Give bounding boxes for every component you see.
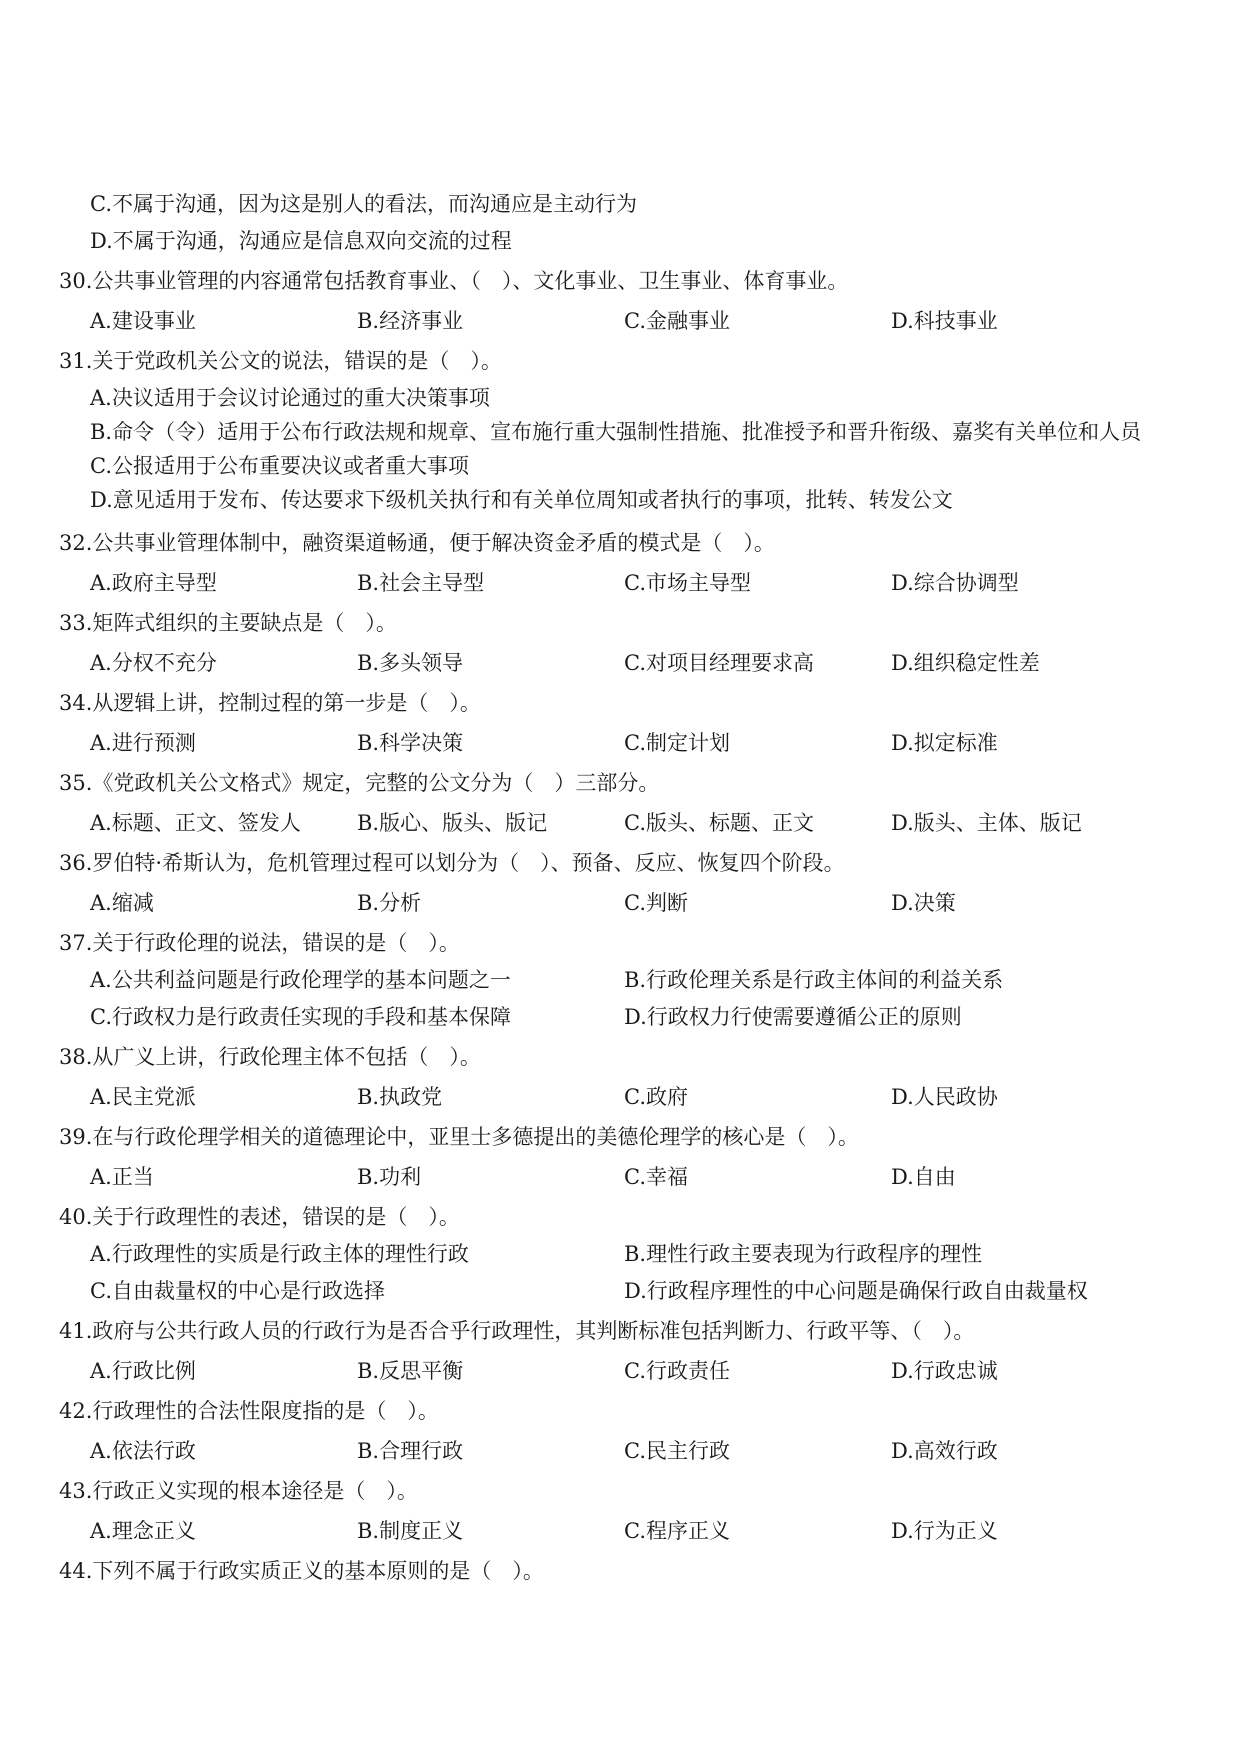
option-row: [90, 1157, 1169, 1197]
question-block: [59, 1117, 1169, 1197]
lead-options: [59, 187, 1169, 261]
options: [59, 1511, 1169, 1551]
options: [59, 723, 1169, 763]
option: A.依法行政: [90, 1439, 196, 1463]
option: D.决策: [891, 891, 956, 915]
question-stem: 44.下列不属于行政实质正义的基本原则的是（ ）。: [59, 1559, 544, 1583]
question-stem: 40.关于行政理性的表述，错误的是（ ）。: [59, 1205, 460, 1229]
option: C.民主行政: [624, 1439, 730, 1463]
question-block: [59, 843, 1169, 923]
question-block: [59, 1197, 1169, 1311]
options: [59, 643, 1169, 683]
question-block: [59, 523, 1169, 603]
option: D.组织稳定性差: [891, 651, 1040, 675]
option: A.民主党派: [90, 1085, 196, 1109]
option: C.不属于沟通，因为这是别人的看法，而沟通应是主动行为: [90, 192, 637, 216]
options: [59, 1237, 1169, 1311]
question-block: [59, 341, 1169, 517]
options: [59, 963, 1169, 1037]
option: A.理念正义: [90, 1519, 196, 1543]
option: D.高效行政: [891, 1439, 998, 1463]
option: A.分权不充分: [90, 651, 217, 675]
question-stem: 36.罗伯特·希斯认为，危机管理过程可以划分为（ ）、预备、反应、恢复四个阶段。: [59, 851, 845, 875]
option: C.行政责任: [624, 1359, 730, 1383]
question-block: [59, 603, 1169, 683]
option: B.合理行政: [357, 1439, 464, 1463]
option: A.缩减: [90, 891, 154, 915]
option-row: [90, 187, 1169, 221]
option: A.政府主导型: [90, 571, 217, 595]
option: A.标题、正文、签发人: [90, 811, 301, 835]
option: A.行政理性的实质是行政主体的理性行政: [90, 1242, 469, 1266]
option: B.理性行政主要表现为行政程序的理性: [624, 1242, 983, 1266]
option: D.拟定标准: [891, 731, 998, 755]
option: D.版头、主体、版记: [891, 811, 1082, 835]
option: D.行政权力行使需要遵循公正的原则: [624, 1005, 962, 1029]
option-row: [90, 221, 1169, 261]
option-row: [90, 883, 1169, 923]
option: B.执政党: [357, 1085, 443, 1109]
options: [59, 381, 1169, 517]
option-row: [90, 1271, 1169, 1311]
option: C.制定计划: [624, 731, 730, 755]
question-stem: 37.关于行政伦理的说法，错误的是（ ）。: [59, 931, 460, 955]
option: D.行政程序理性的中心问题是确保行政自由裁量权: [624, 1279, 1088, 1303]
option-row: [90, 723, 1169, 763]
option: A.进行预测: [90, 731, 196, 755]
options: [59, 563, 1169, 603]
options: [59, 1157, 1169, 1197]
option-row: [90, 1431, 1169, 1471]
option: D.意见适用于发布、传达要求下级机关执行和有关单位周知或者执行的事项，批转、转发公文: [90, 488, 953, 512]
option: C.金融事业: [624, 309, 730, 333]
option: B.行政伦理关系是行政主体间的利益关系: [624, 968, 1004, 992]
option: D.科技事业: [891, 309, 998, 333]
question-list: [59, 261, 1169, 1591]
question-block: [59, 923, 1169, 1037]
question-stem: 32.公共事业管理体制中，融资渠道畅通，便于解决资金矛盾的模式是（ ）。: [59, 531, 775, 555]
question-stem: 39.在与行政伦理学相关的道德理论中，亚里士多德提出的美德伦理学的核心是（ ）。: [59, 1125, 859, 1149]
option: B.制度正义: [357, 1519, 464, 1543]
question-block: [59, 763, 1169, 843]
option: C.自由裁量权的中心是行政选择: [90, 1279, 385, 1303]
options: [59, 1431, 1169, 1471]
option: C.市场主导型: [624, 571, 751, 595]
option: C.判断: [624, 891, 688, 915]
question-stem: 30.公共事业管理的内容通常包括教育事业、（ ）、文化事业、卫生事业、体育事业。: [59, 269, 849, 293]
option-row: [90, 1077, 1169, 1117]
option-row: [90, 963, 1169, 997]
question-stem: 38.从广义上讲，行政伦理主体不包括（ ）。: [59, 1045, 481, 1069]
option-row: [90, 997, 1169, 1037]
question-block: [59, 1391, 1169, 1471]
option-row: [90, 643, 1169, 683]
option-row: [90, 563, 1169, 603]
question-block: [59, 683, 1169, 763]
option: B.功利: [357, 1165, 422, 1189]
options: [59, 883, 1169, 923]
option: A.正当: [90, 1165, 154, 1189]
option: B.多头领导: [357, 651, 464, 675]
option: A.公共利益问题是行政伦理学的基本问题之一: [90, 968, 511, 992]
option: B.命令（令）适用于公布行政法规和规章、宣布施行重大强制性措施、批准授予和晋升衔级、嘉奖有关单位和人员: [90, 420, 1142, 444]
option: B.科学决策: [357, 731, 464, 755]
options: [59, 1077, 1169, 1117]
option: C.公报适用于公布重要决议或者重大事项: [90, 454, 469, 478]
option-row: [90, 1511, 1169, 1551]
options: [59, 803, 1169, 843]
option-row: [90, 1351, 1169, 1391]
option: D.行为正义: [891, 1519, 998, 1543]
option: D.人民政协: [891, 1085, 998, 1109]
option: C.版头、标题、正文: [624, 811, 814, 835]
question-block: [59, 1037, 1169, 1117]
option: B.经济事业: [357, 309, 464, 333]
option: A.决议适用于会议讨论通过的重大决策事项: [90, 386, 490, 410]
question-stem: 35.《党政机关公文格式》规定，完整的公文分为（ ）三部分。: [59, 771, 660, 795]
option: D.自由: [891, 1165, 956, 1189]
option: D.行政忠诚: [891, 1359, 998, 1383]
question-stem: 31.关于党政机关公文的说法，错误的是（ ）。: [59, 349, 502, 373]
option-row: [90, 803, 1169, 843]
question-stem: 34.从逻辑上讲，控制过程的第一步是（ ）。: [59, 691, 481, 715]
options: [59, 1351, 1169, 1391]
question-block: [59, 261, 1169, 341]
option: D.综合协调型: [891, 571, 1019, 595]
option: B.分析: [357, 891, 422, 915]
option: A.行政比例: [90, 1359, 196, 1383]
question-block: [59, 1311, 1169, 1391]
option-row: [90, 1237, 1169, 1271]
question-stem: 43.行政正义实现的根本途径是（ ）。: [59, 1479, 418, 1503]
option: B.社会主导型: [357, 571, 485, 595]
option-row: [90, 301, 1169, 341]
option: C.程序正义: [624, 1519, 730, 1543]
option: C.对项目经理要求高: [624, 651, 814, 675]
option: A.建设事业: [90, 309, 196, 333]
question-stem: 33.矩阵式组织的主要缺点是（ ）。: [59, 611, 397, 635]
option: C.政府: [624, 1085, 688, 1109]
option: B.反思平衡: [357, 1359, 464, 1383]
question-stem: 41.政府与公共行政人员的行政行为是否合乎行政理性，其判断标准包括判断力、行政平等、（ ）。: [59, 1319, 975, 1343]
option: C.幸福: [624, 1165, 688, 1189]
question-stem: 42.行政理性的合法性限度指的是（ ）。: [59, 1399, 439, 1423]
option: C.行政权力是行政责任实现的手段和基本保障: [90, 1005, 511, 1029]
option: B.版心、版头、版记: [357, 811, 548, 835]
option: D.不属于沟通，沟通应是信息双向交流的过程: [90, 229, 512, 253]
question-block: [59, 1471, 1169, 1551]
exam-page: [59, 187, 1169, 1591]
question-block: [59, 1551, 1169, 1591]
options: [59, 301, 1169, 341]
